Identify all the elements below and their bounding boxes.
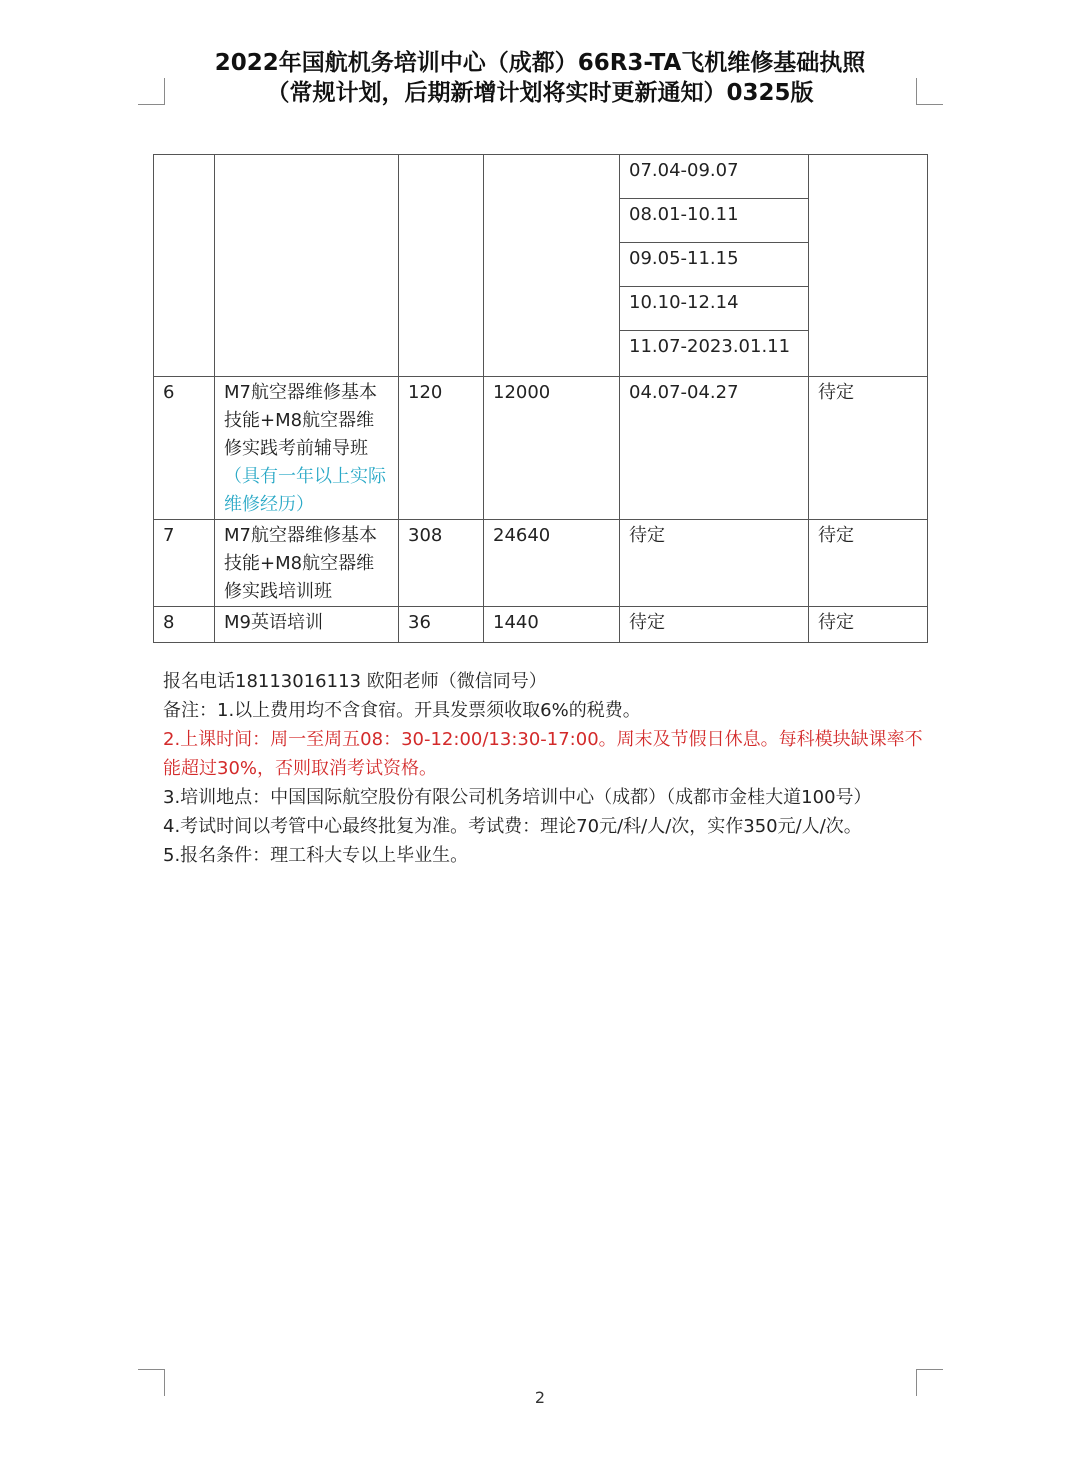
cell-dates: 待定 [620, 607, 809, 643]
date-list [620, 155, 808, 376]
cell-dates: 04.07-04.27 [620, 377, 809, 520]
page-number: 2 [534, 1388, 546, 1407]
table-row [154, 607, 928, 643]
cell-fee [484, 155, 620, 377]
cell-fee: 24640 [484, 520, 620, 607]
contact-line: 报名电话18113016113 欧阳老师（微信同号） [163, 671, 547, 692]
cell-fee: 12000 [484, 377, 620, 520]
cell-fee: 1440 [484, 607, 620, 643]
remark-eligibility: 5.报名条件：理工科大专以上毕业生。 [163, 845, 469, 866]
course-name: M7航空器维修基本技能+M8航空器维修实践考前辅导班 [224, 382, 377, 459]
table-row [154, 520, 928, 607]
cell-course: M9英语培训 [215, 607, 399, 643]
cell-no: 7 [154, 520, 215, 607]
cell-dates [620, 155, 809, 377]
remark-location: 3.培训地点：中国国际航空股份有限公司机务培训中心（成都）（成都市金桂大道100号） [163, 787, 872, 808]
notes-section [163, 667, 933, 870]
cell-exam: 待定 [809, 520, 928, 607]
title-line-2: （常规计划，后期新增计划将实时更新通知）0325版 [266, 80, 814, 106]
training-plan-table [153, 154, 928, 643]
cell-hours [399, 155, 484, 377]
document-title [150, 48, 930, 108]
course-note: （具有一年以上实际维修经历） [224, 466, 386, 515]
date-item: 10.10-12.14 [620, 287, 808, 331]
cell-no: 8 [154, 607, 215, 643]
cell-course: M7航空器维修基本技能+M8航空器维修实践培训班 [215, 520, 399, 607]
date-item: 09.05-11.15 [620, 243, 808, 287]
table-row [154, 377, 928, 520]
cell-course [215, 155, 399, 377]
date-item: 08.01-10.11 [620, 199, 808, 243]
remark-schedule: 2.上课时间：周一至周五08：30-12:00/13:30-17:00。周末及节假日休息。每科模块缺课率不能超过30%，否则取消考试资格。 [163, 729, 923, 779]
cell-no: 6 [154, 377, 215, 520]
cell-exam [809, 155, 928, 377]
cell-exam: 待定 [809, 607, 928, 643]
date-item: 11.07-2023.01.11 [629, 336, 791, 357]
cell-exam: 待定 [809, 377, 928, 520]
title-line-1: 2022年国航机务培训中心（成都）66R3-TA飞机维修基础执照 [214, 50, 866, 76]
cell-hours: 308 [399, 520, 484, 607]
remark-fees: 备注：1.以上费用均不含食宿。开具发票须收取6%的税费。 [163, 700, 641, 721]
cell-dates: 待定 [620, 520, 809, 607]
date-item: 07.04-09.07 [620, 155, 808, 199]
remark-exam: 4.考试时间以考管中心最终批复为准。考试费：理论70元/科/人/次，实作350元/人/次。 [163, 816, 862, 837]
cell-no [154, 155, 215, 377]
cell-hours: 120 [399, 377, 484, 520]
cell-hours: 36 [399, 607, 484, 643]
table-row-continued [154, 155, 928, 377]
cell-course [215, 377, 399, 520]
